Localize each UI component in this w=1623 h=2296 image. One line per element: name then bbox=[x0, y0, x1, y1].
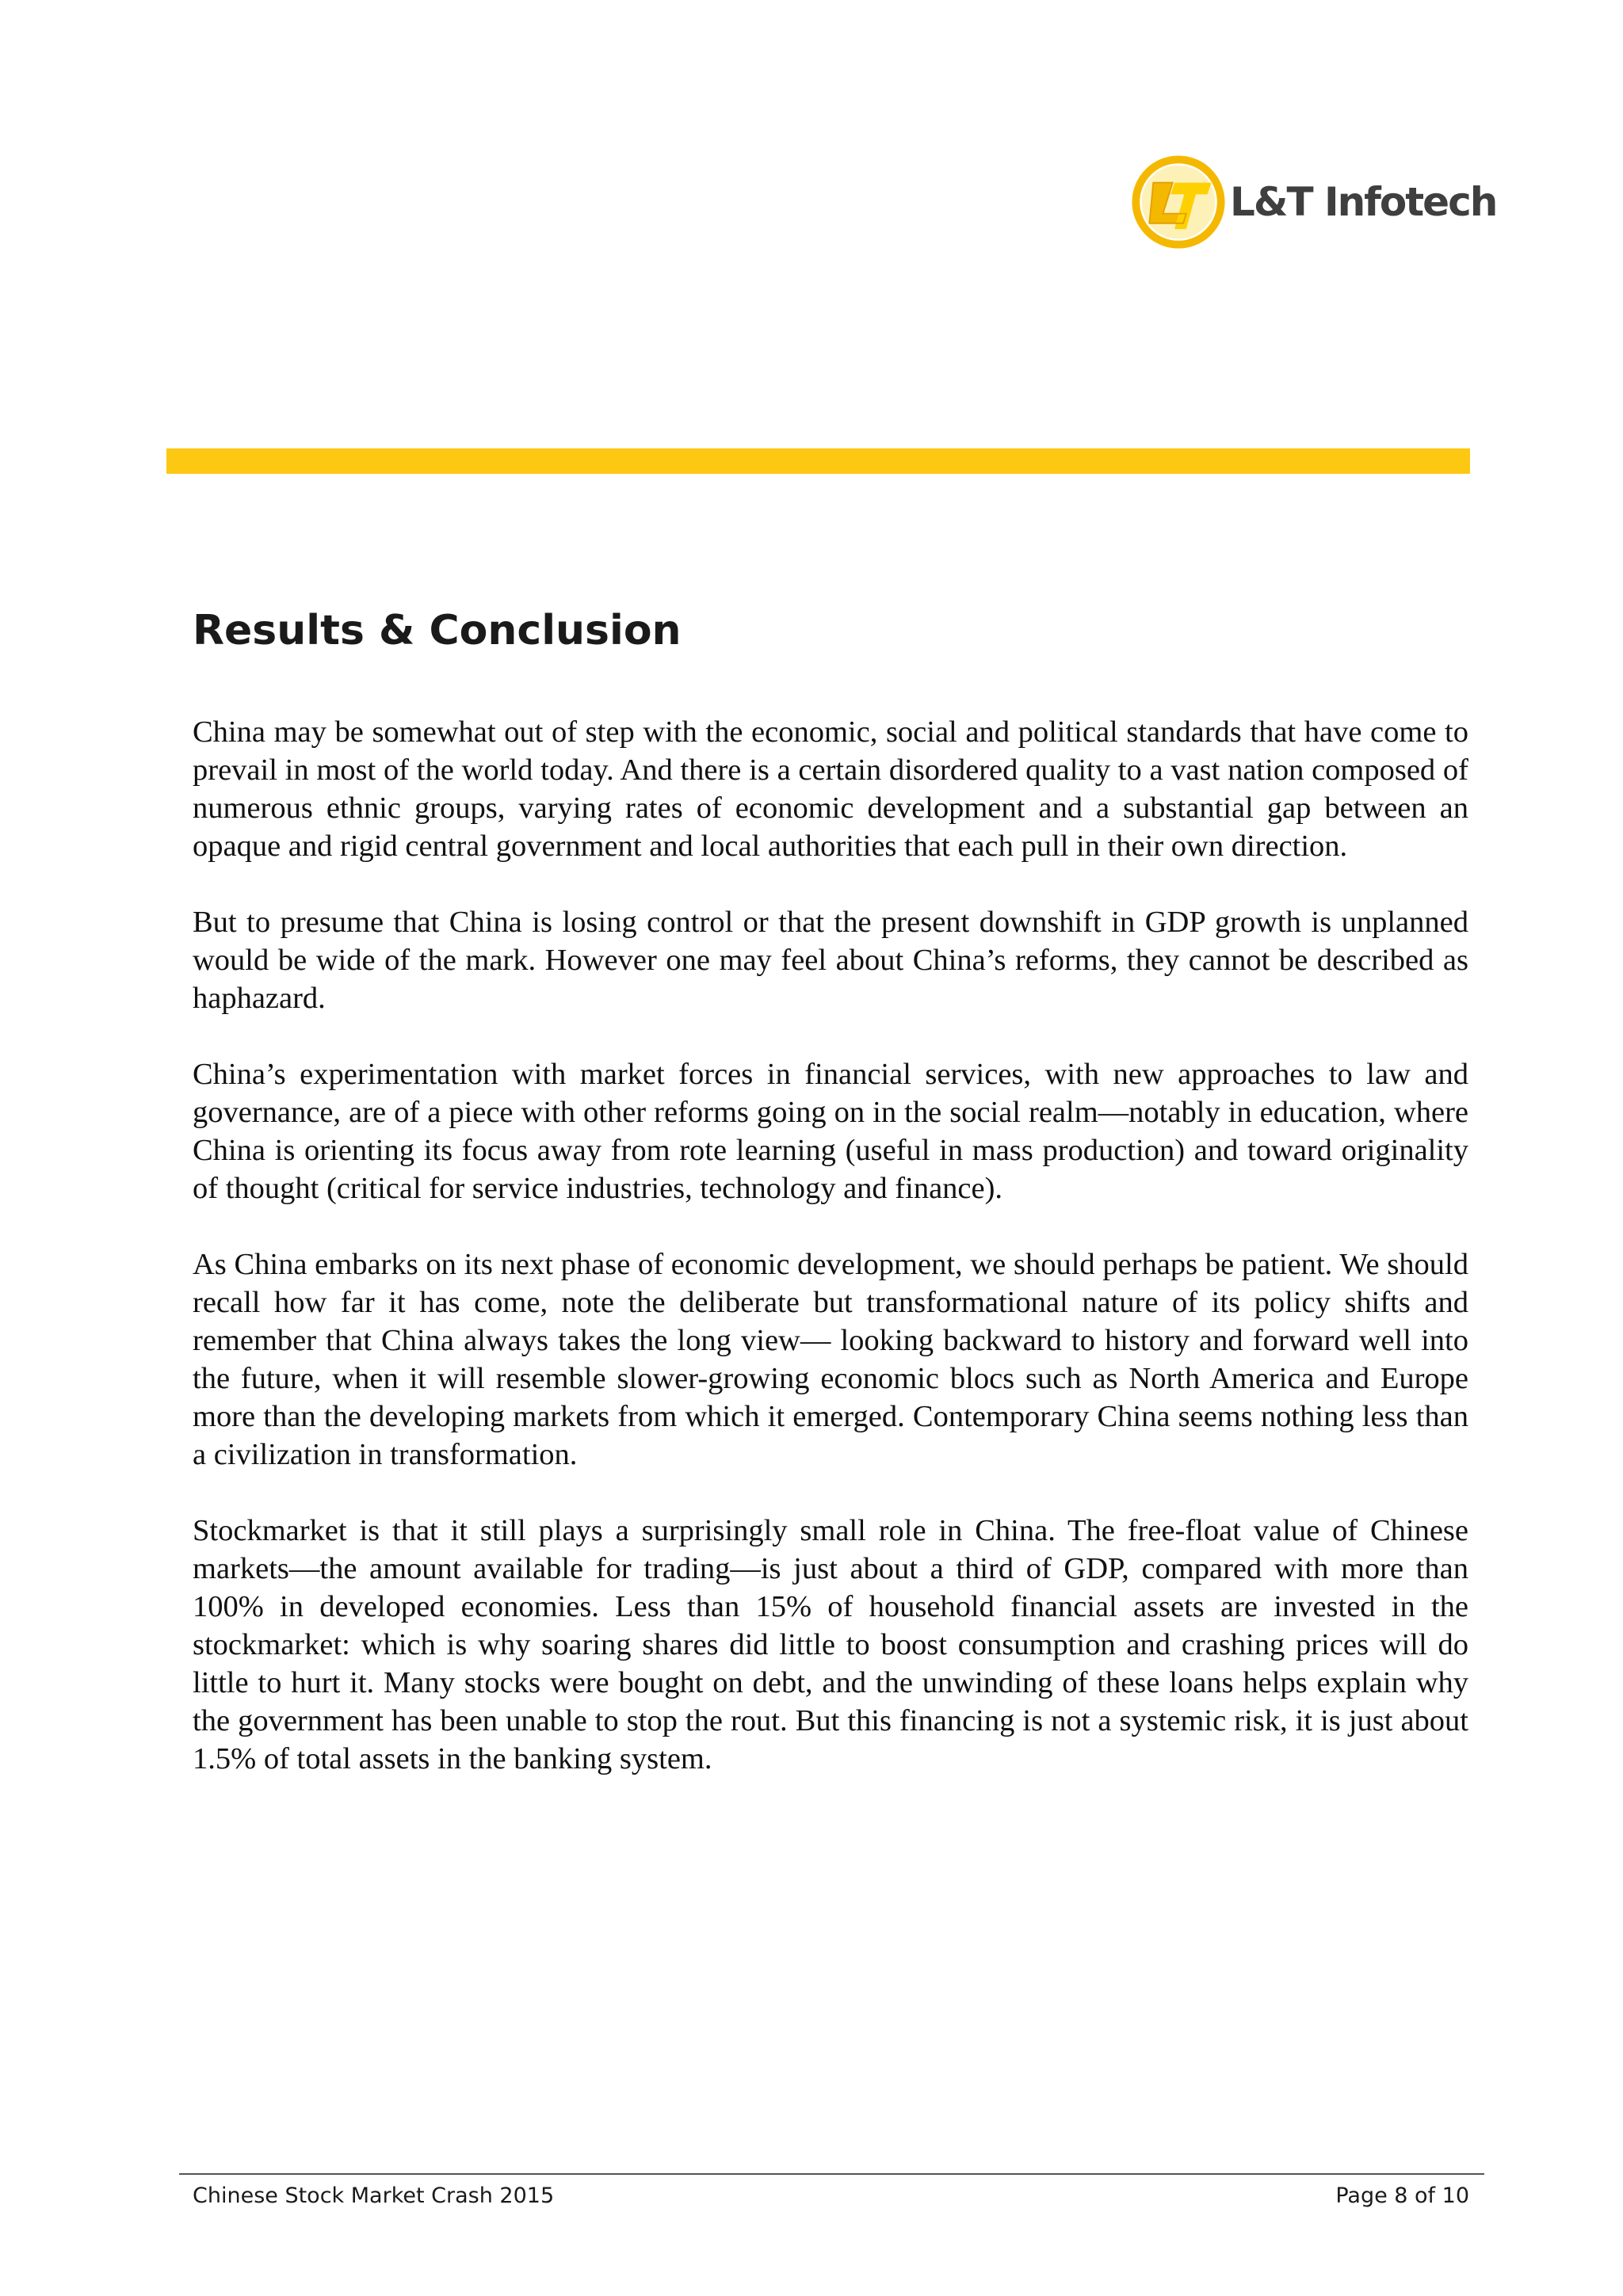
paragraph: As China embarks on its next phase of economic development, we should perhaps be patient. We should recall how far it has come, note the deliberate but transformational nature of its policy shifts and remember that China always takes the long view— looking backward to history and forward well into the future, when it will resemble slower-growing economic blocs such as North America and Europe more than the developing markets from which it emerged. Contemporary China seems nothing less than a civilization in transformation. bbox=[193, 1248, 1468, 1471]
footer-divider bbox=[179, 2173, 1484, 2175]
footer-page-number: Page 8 of 10 bbox=[1335, 2183, 1469, 2208]
lt-logo-icon bbox=[1130, 154, 1227, 250]
body-text bbox=[193, 713, 1468, 1816]
paragraph: China may be somewhat out of step with the economic, social and political standards that have come to prevail in most of the world today. And there is a certain disordered quality to a vast nation composed of numerous ethnic groups, varying rates of economic development and a substantial gap between an opaque and rigid central government and local authorities that each pull in their own direction. bbox=[193, 715, 1468, 863]
header-accent-bar bbox=[166, 448, 1470, 474]
footer-document-title: Chinese Stock Market Crash 2015 bbox=[193, 2183, 555, 2208]
paragraph: China’s experimentation with market forces in financial services, with new approaches to law and governance, are of a piece with other reforms going on in the social realm—notably in education, where China is orienting its focus away from rote learning (useful in mass production) and toward originality of thought (critical for service industries, technology and finance). bbox=[193, 1058, 1468, 1205]
paragraph: Stockmarket is that it still plays a surprisingly small role in China. The free-float value of Chinese markets—the amount available for trading—is just about a third of GDP, compared with more than 100% in developed economies. Less than 15% of household financial assets are invested in the stockmarket: which is why soaring shares did little to boost consumption and crashing prices will do little to hurt it. Many stocks were bought on debt, and the unwinding of these loans helps explain why the government has been unable to stop the rout. But this financing is not a systemic risk, it is just about 1.5% of total assets in the banking system. bbox=[193, 1514, 1468, 1775]
logo-wordmark: L&T Infotech bbox=[1230, 179, 1497, 225]
company-logo bbox=[1130, 151, 1497, 254]
section-heading: Results & Conclusion bbox=[193, 607, 682, 654]
paragraph: But to presume that China is losing control or that the present downshift in GDP growth is unplanned would be wide of the mark. However one may feel about China’s reforms, they cannot be described as haphazard. bbox=[193, 906, 1468, 1015]
